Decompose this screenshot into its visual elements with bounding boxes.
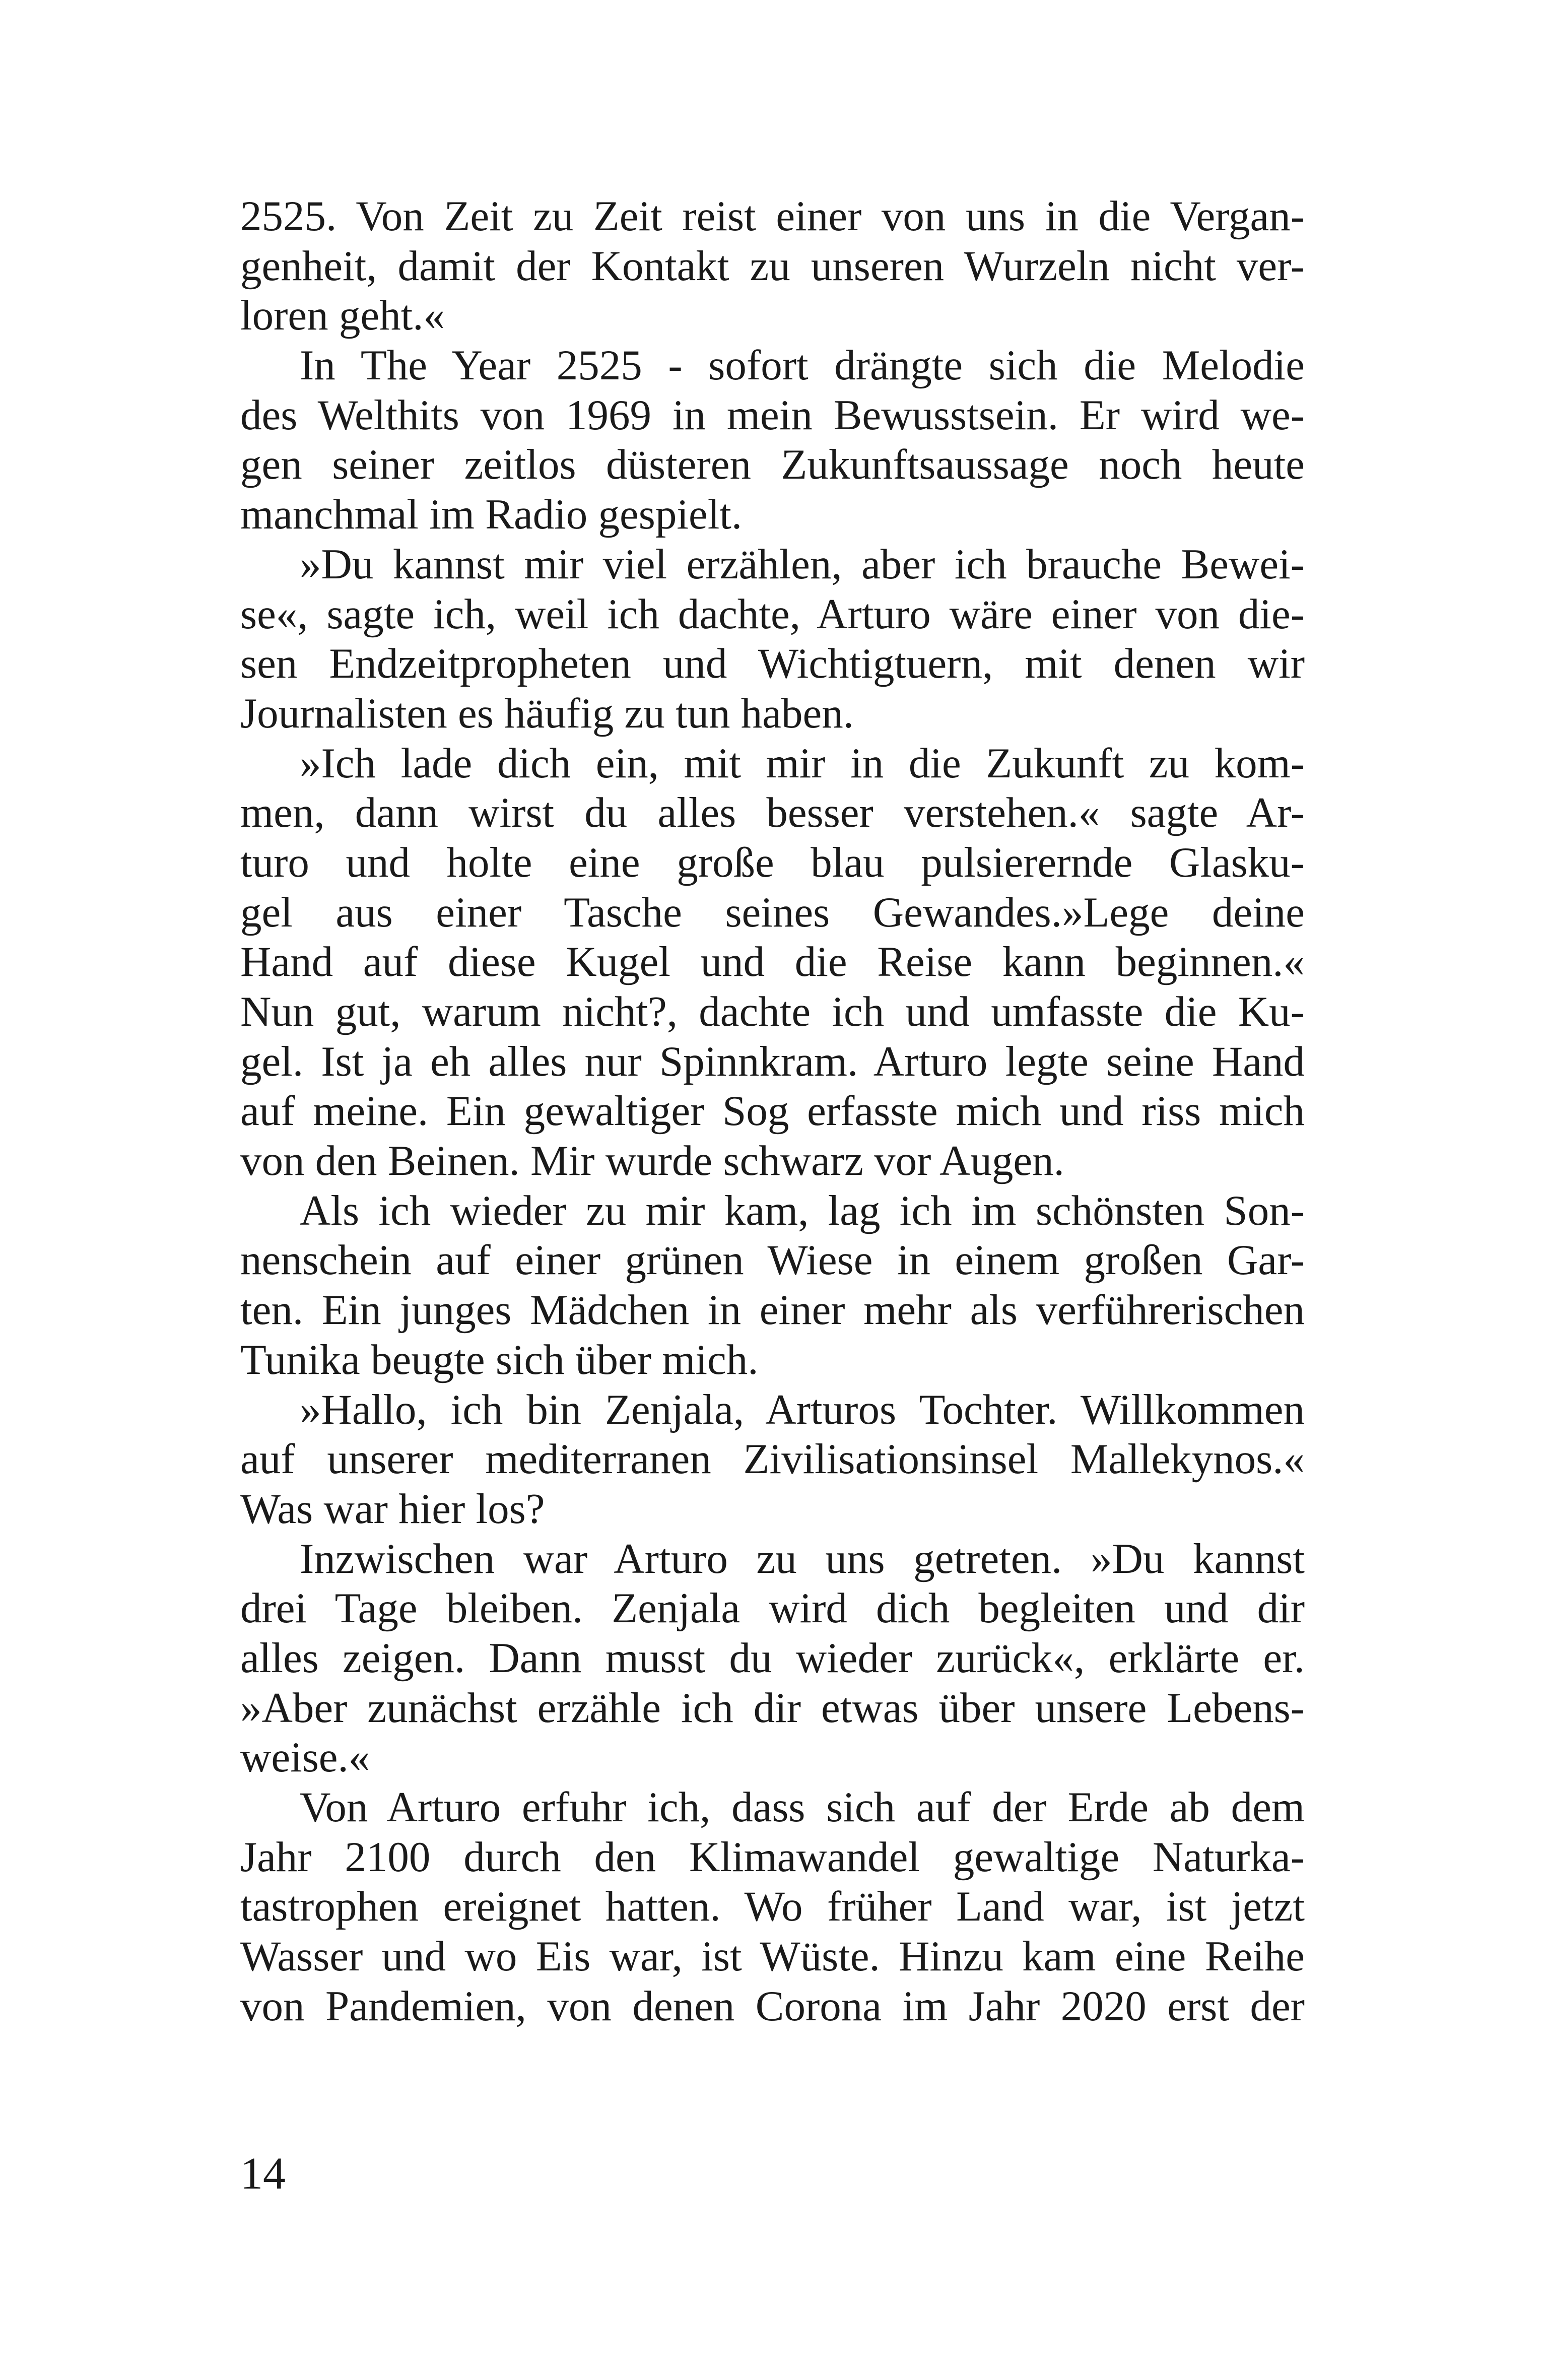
text-line: Als ich wieder zu mir kam, lag ich im schönsten Son- [300,1186,1305,1234]
text-line: gen seiner zeitlos düsteren Zukunftsaussage noch heute [240,441,1305,489]
text-line: weise.« [240,1734,370,1781]
text-line: sen Endzeitpropheten und Wichtigtuern, mit denen wir [240,640,1305,688]
text-line: gel. Ist ja eh alles nur Spinnkram. Arturo legte seine Hand [240,1037,1305,1085]
text-line: men, dann wirst du alles besser verstehen.« sagte Ar- [240,789,1305,837]
text-line: ten. Ein junges Mädchen in einer mehr als verführerischen [240,1286,1305,1334]
text-line: Hand auf diese Kugel und die Reise kann beginnen.« [240,938,1305,986]
text-line: »Du kannst mir viel erzählen, aber ich brauche Bewei- [300,540,1305,588]
text-line: »Hallo, ich bin Zenjala, Arturos Tochter. Willkommen [300,1385,1305,1433]
text-line: nenschein auf einer grünen Wiese in einem großen Gar- [240,1236,1305,1284]
text-line: Inzwischen war Arturo zu uns getreten. »Du kannst [300,1535,1305,1582]
text-line: Wasser und wo Eis war, ist Wüste. Hinzu kam eine Reihe [240,1933,1305,1980]
text-line: Was war hier los? [240,1485,545,1533]
body-text [240,191,1305,2031]
text-line: von Pandemien, von denen Corona im Jahr 2020 erst der [240,1982,1305,2030]
text-line: »Aber zunächst erzähle ich dir etwas über unsere Lebens- [240,1684,1305,1732]
text-line: se«, sagte ich, weil ich dachte, Arturo wäre einer von die- [240,590,1305,638]
text-line: Tunika beugte sich über mich. [240,1336,759,1383]
page-number: 14 [240,2149,286,2199]
text-line: gel aus einer Tasche seines Gewandes.»Lege deine [240,888,1305,936]
text-line: 2525. Von Zeit zu Zeit reist einer von uns in die Vergan- [240,192,1305,240]
text-line: Jahr 2100 durch den Klimawandel gewaltige Naturka- [240,1833,1305,1881]
text-line: von den Beinen. Mir wurde schwarz vor Augen. [240,1137,1064,1185]
text-line: genheit, damit der Kontakt zu unseren Wurzeln nicht ver- [240,242,1305,290]
text-line: In The Year 2525 - sofort drängte sich die Melodie [300,342,1305,389]
text-line: Nun gut, warum nicht?, dachte ich und umfasste die Ku- [240,988,1305,1035]
text-line: loren geht.« [240,292,445,340]
text-line: drei Tage bleiben. Zenjala wird dich begleiten und dir [240,1584,1305,1632]
text-line: auf meine. Ein gewaltiger Sog erfasste mich und riss mich [240,1087,1305,1135]
text-line: Journalisten es häufig zu tun haben. [240,689,854,737]
text-line: turo und holte eine große blau pulsierernde Glasku- [240,838,1305,886]
text-line: auf unserer mediterranen Zivilisationsinsel Mallekynos.« [240,1435,1305,1483]
text-line: »Ich lade dich ein, mit mir in die Zukunft zu kom- [300,739,1305,787]
text-line: alles zeigen. Dann musst du wieder zurück«, erklärte er. [240,1634,1305,1682]
text-line: des Welthits von 1969 in mein Bewusstsein. Er wird we- [240,391,1305,439]
text-line: Von Arturo erfuhr ich, dass sich auf der Erde ab dem [300,1783,1305,1831]
text-line: tastrophen ereignet hatten. Wo früher Land war, ist jetzt [240,1883,1305,1931]
text-line: manchmal im Radio gespielt. [240,491,743,539]
